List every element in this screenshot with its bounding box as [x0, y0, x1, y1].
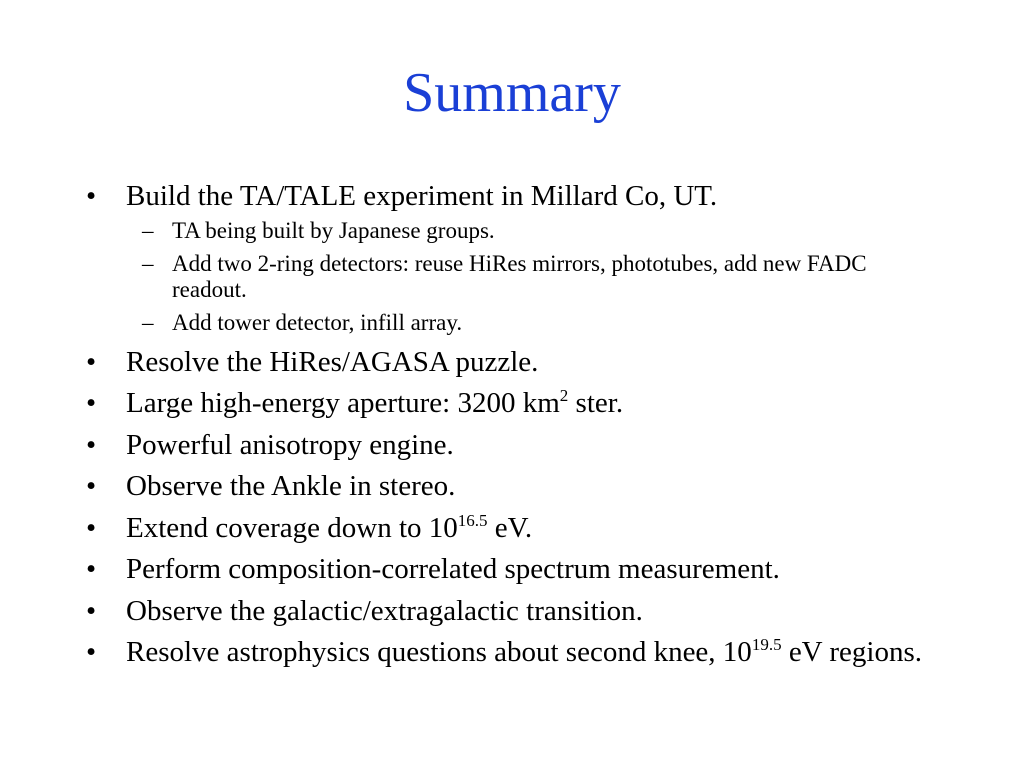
bullet-item [82, 180, 962, 336]
sub-bullet-text: TA being built by Japanese groups. [172, 218, 495, 243]
bullet-text-tail: eV. [487, 511, 533, 544]
bullet-text-tail: ster. [568, 387, 624, 419]
bullet-list [82, 180, 962, 678]
bullet-item [82, 553, 962, 585]
bullet-marker: • [86, 636, 97, 668]
bullet-text [126, 512, 532, 544]
bullet-item [82, 429, 962, 461]
bullet-text: Powerful anisotropy engine. [126, 428, 454, 461]
bullet-item [82, 512, 962, 544]
sub-bullet-item [126, 310, 902, 336]
sub-bullet-marker: – [142, 251, 154, 276]
sub-bullet-marker: – [142, 218, 154, 243]
bullet-marker: • [86, 553, 97, 585]
bullet-marker: • [86, 594, 97, 627]
bullet-text: Observe the galactic/extragalactic transition. [126, 594, 643, 627]
sub-bullet-text: Add two 2-ring detectors: reuse HiRes mirrors, phototubes, add new FADC readout. [172, 251, 867, 302]
superscript-exponent: 16.5 [457, 510, 488, 530]
bullet-item [82, 346, 962, 378]
bullet-item [82, 470, 962, 502]
sub-bullet-list [126, 218, 962, 336]
bullet-marker: • [86, 387, 97, 419]
sub-bullet-marker: – [142, 310, 154, 335]
sub-bullet-text: Add tower detector, infill array. [172, 310, 463, 335]
bullet-text-main: Resolve astrophysics questions about second knee, 10 [126, 636, 752, 668]
slide-title: Summary [403, 62, 621, 124]
bullet-marker: • [86, 470, 97, 502]
bullet-text: Perform composition-correlated spectrum measurement. [126, 553, 780, 585]
bullet-text [126, 387, 623, 419]
bullet-item [82, 636, 962, 668]
superscript-exponent: 19.5 [751, 635, 782, 654]
bullet-text-main: Extend coverage down to 10 [126, 511, 458, 544]
bullet-marker: • [86, 345, 97, 378]
bullet-text: Build the TA/TALE experiment in Millard Co, UT. [126, 180, 718, 212]
bullet-text: Observe the Ankle in stereo. [126, 470, 456, 502]
sub-bullet-item [126, 251, 902, 303]
bullet-text-main: Large high-energy aperture: 3200 km [126, 387, 560, 419]
superscript-exponent: 2 [559, 386, 569, 405]
bullet-marker: • [86, 511, 97, 544]
bullet-item [82, 595, 962, 627]
sub-bullet-item [126, 218, 902, 244]
bullet-item [82, 387, 962, 419]
bullet-marker: • [86, 180, 97, 212]
bullet-text: Resolve the HiRes/AGASA puzzle. [126, 345, 539, 378]
bullet-text [126, 636, 922, 668]
bullet-marker: • [86, 428, 97, 461]
bullet-text-tail: eV regions. [781, 636, 922, 668]
